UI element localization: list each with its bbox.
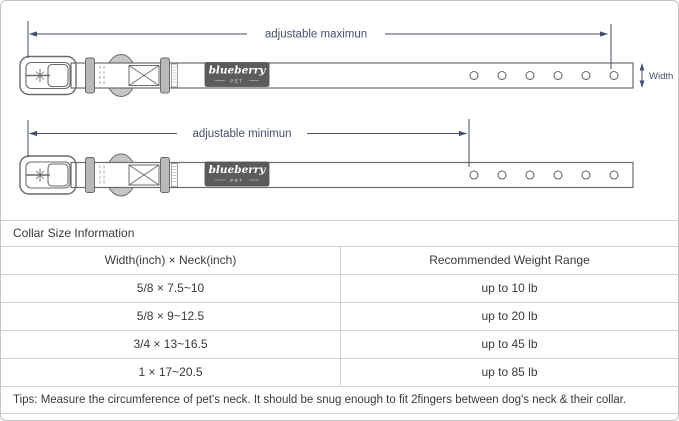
- table-header-row: [1, 246, 678, 274]
- adjustable-minimum-label: adjustable minimun: [192, 128, 292, 140]
- collar-keeper: [86, 158, 95, 193]
- brand-subtitle: PET: [230, 178, 244, 183]
- collar-keeper: [161, 158, 170, 193]
- collar-keeper: [161, 58, 170, 93]
- brand-name: blueberry: [208, 64, 266, 77]
- arrow-left-icon: [29, 131, 37, 136]
- arrow-up-icon: [640, 63, 645, 71]
- brand-subtitle: PET: [230, 78, 244, 84]
- care-label: [172, 164, 178, 187]
- weight-cell: up to 85 lb: [481, 365, 538, 379]
- table-row: [1, 330, 678, 358]
- arrow-right-icon: [459, 131, 467, 136]
- size-cell: 5/8 × 9~12.5: [1, 303, 341, 330]
- arrow-left-icon: [29, 31, 37, 36]
- table-row: [1, 274, 678, 302]
- table-row: [1, 358, 678, 386]
- weight-cell: up to 10 lb: [481, 281, 538, 295]
- care-label: [172, 64, 178, 87]
- collar-strap: [71, 163, 633, 188]
- column-header-weight: Recommended Weight Range: [429, 253, 590, 267]
- brand-badge: [205, 63, 269, 87]
- weight-cell: up to 45 lb: [481, 337, 538, 351]
- collar-top-illustration: [20, 55, 633, 97]
- arrow-down-icon: [640, 81, 645, 89]
- buckle-icon: [20, 57, 76, 95]
- collar-strap: [71, 63, 633, 88]
- table-title: Collar Size Information: [1, 220, 678, 246]
- size-cell: 1 × 17~20.5: [1, 359, 341, 386]
- brand-name: blueberry: [208, 164, 266, 176]
- column-header-size: Width(inch) × Neck(inch): [1, 247, 341, 274]
- collar-diagram: [1, 1, 679, 220]
- collar-bottom-illustration: [20, 154, 633, 196]
- width-annotation: [640, 63, 674, 88]
- size-cell: 3/4 × 13~16.5: [1, 331, 341, 358]
- adjustable-maximum-label: adjustable maximun: [264, 28, 368, 41]
- table-row: [1, 302, 678, 330]
- brand-badge: [205, 162, 269, 186]
- arrow-right-icon: [600, 31, 608, 36]
- buckle-icon: [20, 156, 76, 194]
- width-label: Width: [649, 71, 674, 82]
- collar-size-table: [1, 220, 678, 414]
- size-cell: 5/8 × 7.5~10: [1, 275, 341, 302]
- tips-note: Tips: Measure the circumference of pet's neck. It should be snug enough to fit 2fingers between dog's neck & their collar.: [1, 386, 678, 414]
- collar-keeper: [86, 58, 95, 93]
- weight-cell: up to 20 lb: [481, 309, 538, 323]
